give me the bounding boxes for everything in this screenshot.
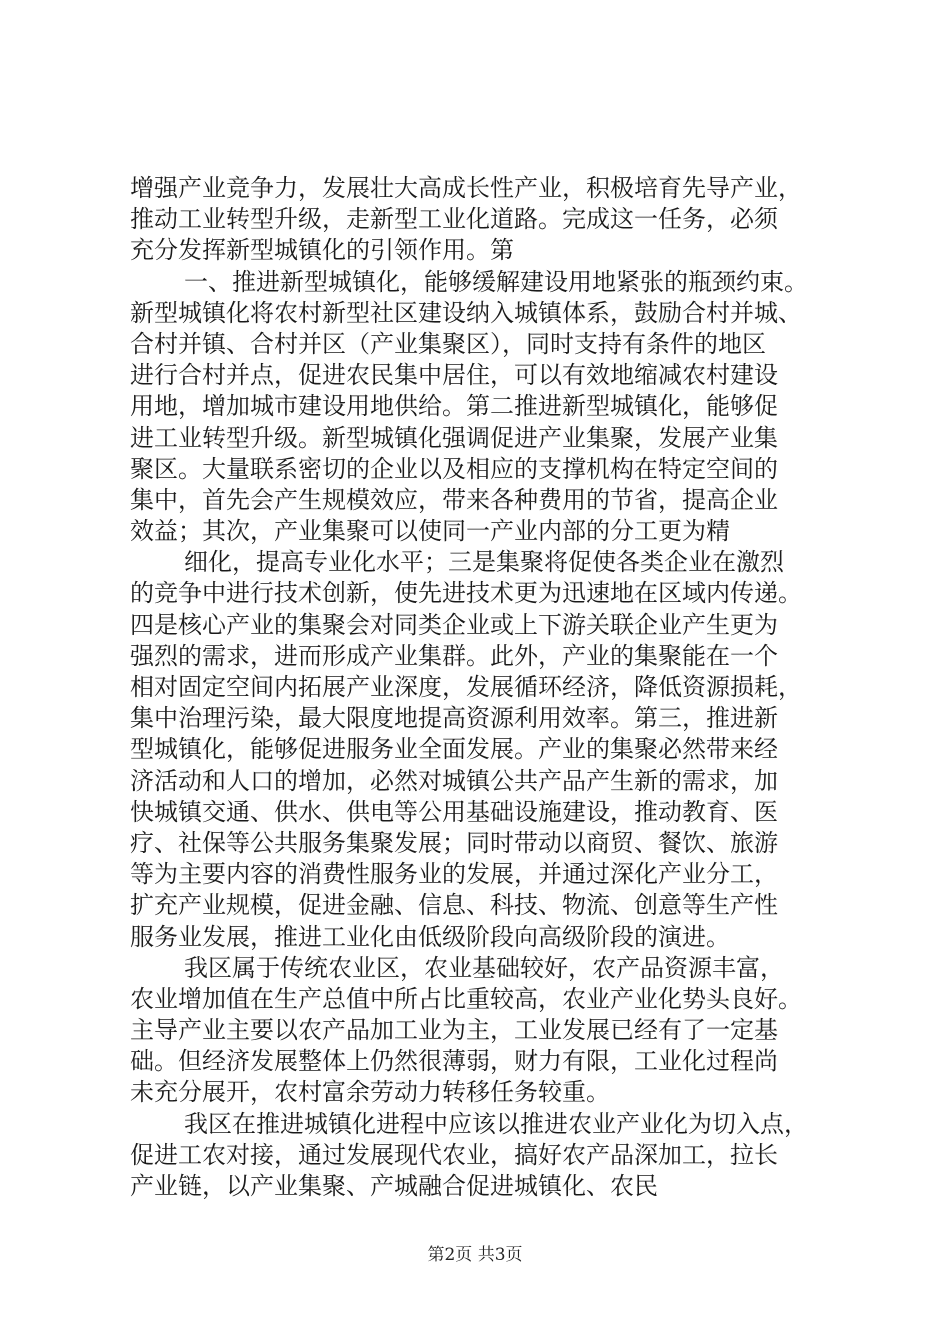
text-line: 产业链，以产业集聚、产城融合促进城镇化、农民 <box>130 1172 658 1200</box>
text-line: 进行合村并点，促进农民集中居住，可以有效地缩减农村建设 <box>130 361 778 390</box>
text-line: 四是核心产业的集聚会对同类企业或上下游关联企业产生更为 <box>130 610 778 639</box>
text-line: 效益；其次，产业集聚可以使同一产业内部的分工更为精 <box>130 517 730 546</box>
text-line: 我区属于传统农业区，农业基础较好，农产品资源丰富， <box>184 953 784 982</box>
text-line: 服务业发展，推进工业化由低级阶段向高级阶段的演进。 <box>130 922 730 951</box>
text-line: 快城镇交通、供水、供电等公用基础设施建设，推动教育、医 <box>130 797 778 826</box>
text-line: 促进工农对接，通过发展现代农业，搞好农产品深加工，拉长 <box>130 1140 778 1169</box>
text-line: 用地，增加城市建设用地供给。第二推进新型城镇化，能够促 <box>130 392 778 421</box>
text-line: 我区在推进城镇化进程中应该以推进农业产业化为切入点， <box>184 1109 808 1138</box>
text-line: 扩充产业规模，促进金融、信息、科技、物流、创意等生产性 <box>130 891 778 920</box>
text-line: 充分发挥新型城镇化的引领作用。第 <box>130 236 514 265</box>
text-line: 疗、社保等公共服务集聚发展；同时带动以商贸、餐饮、旅游 <box>130 828 778 857</box>
document-body <box>130 173 858 1202</box>
text-line: 推动工业转型升级，走新型工业化道路。完成这一任务，必须 <box>130 205 778 234</box>
text-line: 一、推进新型城镇化，能够缓解建设用地紧张的瓶颈约束。 <box>184 267 808 296</box>
page-footer: 第2页 共3页 <box>427 1245 523 1265</box>
text-line: 相对固定空间内拓展产业深度，发展循环经济，降低资源损耗， <box>130 673 802 701</box>
text-line: 农业增加值在生产总值中所占比重较高，农业产业化势头良好。 <box>130 984 802 1013</box>
text-line: 集中治理污染，最大限度地提高资源利用效率。第三，推进新 <box>130 704 778 733</box>
text-line: 济活动和人口的增加，必然对城镇公共产品产生新的需求，加 <box>130 766 778 795</box>
text-line: 合村并镇、合村并区（产业集聚区），同时支持有条件的地区 <box>130 329 766 358</box>
text-line: 主导产业主要以农产品加工业为主，工业发展已经有了一定基 <box>130 1016 778 1045</box>
text-line: 础。但经济发展整体上仍然很薄弱，财力有限，工业化过程尚 <box>130 1047 778 1076</box>
text-line: 集中，首先会产生规模效应，带来各种费用的节省，提高企业 <box>130 485 778 514</box>
text-line: 未充分展开，农村富余劳动力转移任务较重。 <box>130 1078 610 1107</box>
text-line: 等为主要内容的消费性服务业的发展，并通过深化产业分工， <box>130 860 778 889</box>
text-line: 新型城镇化将农村新型社区建设纳入城镇体系，鼓励合村并城、 <box>130 298 802 327</box>
text-line: 强烈的需求，进而形成产业集群。此外，产业的集聚能在一个 <box>130 641 778 670</box>
text-line: 型城镇化，能够促进服务业全面发展。产业的集聚必然带来经 <box>130 735 778 764</box>
text-line: 增强产业竞争力，发展壮大高成长性产业，积极培育先导产业， <box>130 174 802 202</box>
text-line: 聚区。大量联系密切的企业以及相应的支撑机构在特定空间的 <box>130 454 778 483</box>
text-line: 进工业转型升级。新型城镇化强调促进产业集聚，发展产业集 <box>130 423 778 452</box>
text-line: 细化，提高专业化水平；三是集聚将促使各类企业在激烈 <box>184 548 784 577</box>
text-line: 的竞争中进行技术创新，使先进技术更为迅速地在区域内传递。 <box>130 579 802 608</box>
